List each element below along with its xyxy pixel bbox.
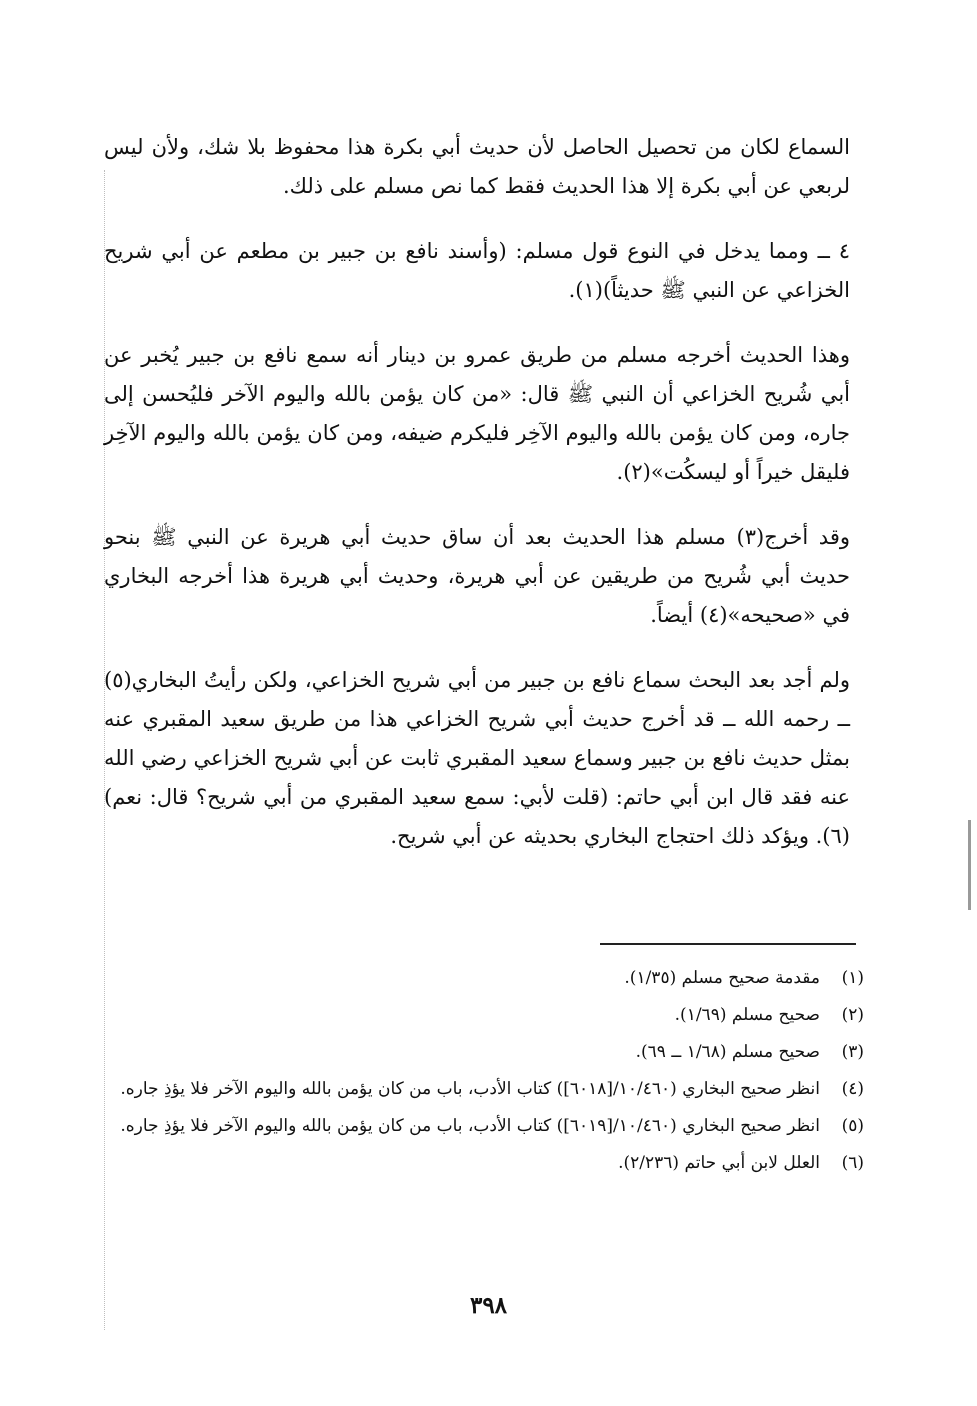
- footnote-text: مقدمة صحيح مسلم (١/٣٥).: [624, 968, 820, 988]
- main-text: [104, 128, 850, 856]
- paragraph-1: السماع لكان من تحصيل الحاصل لأن حديث أبي بكرة هذا محفوظ بلا شك، ولأن ليس لربعي عن أبي بكرة إلا هذا الحديث فقط كما نص مسلم على ذلك.: [104, 135, 850, 198]
- paragraph-4: وقد أخرج(٣) مسلم هذا الحديث بعد أن ساق حديث أبي هريرة عن النبي ﷺ بنحو حديث أبي شُريح من طريقين عن أبي هريرة، وحديث أبي هريرة هذا أخرجه البخاري في «صحيحه»(٤) أيضاً.: [104, 525, 851, 627]
- footnote-number: (٤): [841, 1079, 864, 1099]
- footnote-6: [104, 1145, 864, 1182]
- footnote-number: (٥): [841, 1116, 864, 1136]
- footnote-separator: [600, 943, 856, 945]
- paragraph-5: ولم أجد بعد البحث سماع نافع بن جبير من أبي شريح الخزاعي، ولكن رأيتُ البخاري(٥) ــ رحمه الله ــ قد أخرج حديث أبي شريح الخزاعي هذا من طريق سعيد المقبري عنه بمثل حديث نافع بن جبير وسماع سعيد المقبري ثابت عن أبي شريح الخزاعي رضي الله عنه فقد قال ابن أبي حاتم: (قلت لأبي: سمع سعيد المقبري من أبي شريح؟ قال: نعم)(٦). ويؤكد ذلك احتجاج البخاري بحديثه عن أبي شريح.: [104, 668, 850, 848]
- footnote-number: (٦): [841, 1153, 864, 1173]
- footnote-2: [104, 997, 864, 1034]
- footnote-text: انظر صحيح البخاري (١٠/٤٦٠/[٦٠١٩]) كتاب الأدب، باب من كان يؤمن بالله واليوم الآخر فلا يؤذِ جاره.: [120, 1116, 820, 1136]
- footnote-text: انظر صحيح البخاري (١٠/٤٦٠/[٦٠١٨]) كتاب الأدب، باب من كان يؤمن بالله واليوم الآخر فلا يؤذِ جاره.: [120, 1079, 820, 1099]
- footnote-text: صحيح مسلم (١/٦٩).: [674, 1005, 820, 1025]
- scan-edge-mark: [968, 820, 971, 910]
- page-number: ٣٩٨: [469, 1292, 508, 1319]
- footnote-number: (٣): [841, 1042, 864, 1062]
- footnote-1: [104, 960, 864, 997]
- footnote-number: (٢): [841, 1005, 864, 1025]
- footnote-5: [104, 1108, 864, 1145]
- paragraph-2: ٤ ــ ومما يدخل في النوع قول مسلم: (وأسند نافع بن جبير بن مطعم عن أبي شريح الخزاعي عن النبي ﷺ حديثاً)(١).: [104, 239, 850, 302]
- footnote-number: (١): [841, 968, 864, 988]
- footnote-3: [104, 1034, 864, 1071]
- paragraph-3: وهذا الحديث أخرجه مسلم من طريق عمرو بن دينار أنه سمع نافع بن جبير يُخبر عن أبي شُريح الخزاعي أن النبي ﷺ قال: «من كان يؤمن بالله واليوم الآخر فليُحسن إلى جاره، ومن كان يؤمن بالله واليوم الآخِر فليكرم ضيفه، ومن كان يؤمن بالله واليوم الآخِر فليقل خيراً أو ليسكُت»(٢).: [104, 343, 850, 484]
- footnotes-list: [104, 960, 864, 1182]
- footnote-text: العلل لابن أبي حاتم (٢/٢٣٦).: [618, 1153, 820, 1173]
- footnote-4: [104, 1071, 864, 1108]
- footnote-text: صحيح مسلم (١/٦٨ ــ ٦٩).: [635, 1042, 820, 1062]
